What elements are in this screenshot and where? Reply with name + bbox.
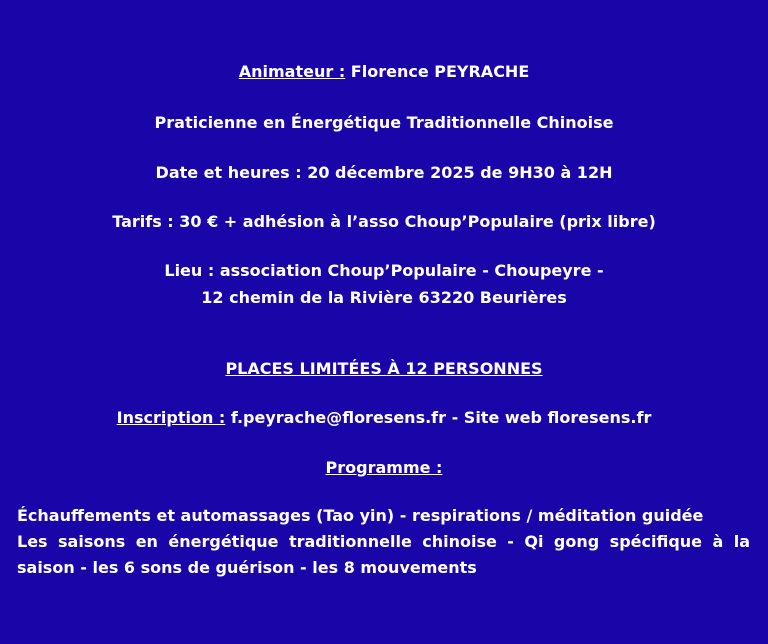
lieu-line-2: 12 chemin de la Rivière 63220 Beurières (201, 288, 567, 307)
practitioner-title: Praticienne en Énergétique Traditionnelle Chinoise (154, 113, 614, 132)
inscription-line (0, 408, 768, 428)
animateur-label: Animateur : (238, 62, 346, 81)
programme-line-1: Échauffements et automassages (Tao yin) - respirations / méditation guidée (17, 506, 704, 525)
inscription-text[interactable]: f.peyrache@floresens.fr - Site web floresens.fr (230, 408, 652, 427)
inscription-label: Inscription : (116, 408, 226, 427)
animateur-name: Florence PEYRACHE (350, 62, 530, 81)
lieu-line-1: Lieu : association Choup’Populaire - Choupeyre - (164, 261, 604, 280)
places-text: PLACES LIMITÉES À 12 PERSONNES (225, 359, 543, 378)
places-line (0, 359, 768, 379)
programme-line-2: Les saisons en énergétique traditionnelle chinoise - Qi gong spécifique à la (17, 532, 750, 551)
programme-body (17, 503, 750, 581)
animateur-line (0, 62, 768, 82)
programme-line-3: saison - les 6 sons de guérison - les 8 mouvements (17, 558, 477, 577)
programme-heading (0, 458, 768, 478)
tarifs-line: Tarifs : 30 € + adhésion à l’asso Choup’Populaire (prix libre) (112, 212, 656, 231)
date-line: Date et heures : 20 décembre 2025 de 9H30 à 12H (155, 163, 613, 182)
programme-label: Programme : (325, 458, 443, 477)
